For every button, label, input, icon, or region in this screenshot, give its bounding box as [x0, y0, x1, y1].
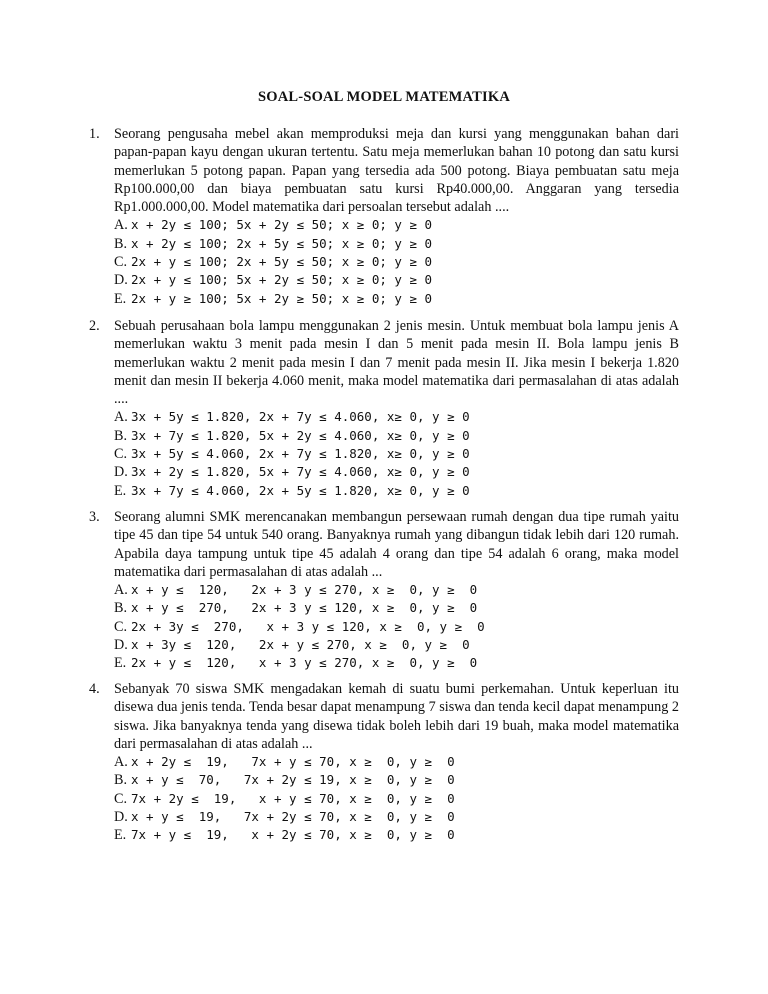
option-text: x + 3y ≤ 120, 2x + y ≤ 270, x ≥ 0, y ≥ 0 [131, 637, 470, 653]
option-letter: D. [114, 637, 128, 654]
question-number: 3. [89, 509, 100, 525]
option-letter: A. [114, 754, 128, 771]
option-text: x + 2y ≤ 100; 2x + 5y ≤ 50; x ≥ 0; y ≥ 0 [131, 235, 433, 251]
option-d [114, 636, 679, 654]
option-b [114, 771, 679, 789]
option-b [114, 235, 679, 253]
option-text: x + 2y ≤ 19, 7x + y ≤ 70, x ≥ 0, y ≥ 0 [131, 754, 455, 770]
option-text: 7x + 2y ≤ 19, x + y ≤ 70, x ≥ 0, y ≥ 0 [131, 790, 455, 806]
option-letter: B. [114, 772, 128, 789]
option-letter: D. [114, 809, 128, 826]
option-text: 2x + y ≤ 120, x + 3 y ≤ 270, x ≥ 0, y ≥ 0 [131, 655, 478, 671]
option-text: 3x + 7y ≤ 4.060, 2x + 5y ≤ 1.820, x≥ 0, y ≥ 0 [131, 482, 470, 498]
option-letter: E. [114, 482, 127, 499]
question-stem: Sebuah perusahaan bola lampu menggunakan 2 jenis mesin. Untuk membuat bola lampu jenis A memerlukan waktu 3 menit pada mesin I dan 5 menit pada mesin II. Bola lampu jenis B memerlukan waktu 2 menit pada mesin I dan 7 menit pada mesin II. Jika mesin I bekerja 1.820 menit dan mesin II bekerja 4.060 menit, maka model matematika dari permasalahan di atas adalah .... [114, 318, 679, 408]
option-e [114, 482, 679, 500]
option-d [114, 463, 679, 481]
question-3 [89, 508, 679, 673]
option-text: x + 2y ≤ 100; 5x + 2y ≤ 50; x ≥ 0; y ≥ 0 [131, 217, 433, 233]
option-letter: D. [114, 464, 128, 481]
question-stem: Sebanyak 70 siswa SMK mengadakan kemah di suatu bumi perkemahan. Untuk keperluan itu disewa dua jenis tenda. Tenda besar dapat menampung 7 siswa dan tenda kecil dapat menampung 2 siswa. Jika banyaknya tenda yang disewa tidak boleh lebih dari 19 buah, maka model matematika dari permasalahan di atas adalah ... [114, 681, 679, 752]
option-a [114, 753, 679, 771]
option-letter: B. [114, 600, 128, 617]
question-number: 1. [89, 126, 100, 142]
question-1 [89, 125, 679, 308]
option-letter: A. [114, 217, 128, 234]
option-letter: C. [114, 254, 128, 271]
option-text: 2x + y ≥ 100; 5x + 2y ≥ 50; x ≥ 0; y ≥ 0 [131, 290, 433, 306]
option-a [114, 216, 679, 234]
question-2 [89, 317, 679, 500]
option-d [114, 808, 679, 826]
option-b [114, 599, 679, 617]
option-a [114, 581, 679, 599]
option-text: 2x + y ≤ 100; 2x + 5y ≤ 50; x ≥ 0; y ≥ 0 [131, 254, 433, 270]
option-text: 2x + y ≤ 100; 5x + 2y ≤ 50; x ≥ 0; y ≥ 0 [131, 272, 433, 288]
question-number: 4. [89, 681, 100, 697]
option-letter: A. [114, 582, 128, 599]
question-number: 2. [89, 318, 100, 334]
option-letter: C. [114, 790, 128, 807]
option-text: 3x + 7y ≤ 1.820, 5x + 2y ≤ 4.060, x≥ 0, y ≥ 0 [131, 427, 470, 443]
option-text: 2x + 3y ≤ 270, x + 3 y ≤ 120, x ≥ 0, y ≥ 0 [131, 618, 485, 634]
option-e [114, 654, 679, 672]
option-text: x + y ≤ 270, 2x + 3 y ≤ 120, x ≥ 0, y ≥ 0 [131, 600, 478, 616]
option-letter: B. [114, 427, 128, 444]
option-a [114, 408, 679, 426]
option-letter: D. [114, 272, 128, 289]
option-c [114, 618, 679, 636]
option-text: x + y ≤ 19, 7x + 2y ≤ 70, x ≥ 0, y ≥ 0 [131, 809, 455, 825]
option-e [114, 290, 679, 308]
option-e [114, 826, 679, 844]
option-c [114, 253, 679, 271]
option-letter: A. [114, 409, 128, 426]
page-title: SOAL-SOAL MODEL MATEMATIKA [258, 89, 510, 105]
question-4 [89, 680, 679, 845]
option-letter: E. [114, 827, 127, 844]
option-text: 7x + y ≤ 19, x + 2y ≤ 70, x ≥ 0, y ≥ 0 [131, 827, 455, 843]
option-d [114, 271, 679, 289]
option-letter: B. [114, 235, 128, 252]
option-letter: C. [114, 618, 128, 635]
option-letter: E. [114, 655, 127, 672]
option-text: x + y ≤ 70, 7x + 2y ≤ 19, x ≥ 0, y ≥ 0 [131, 772, 455, 788]
question-stem: Seorang alumni SMK merencanakan membangun persewaan rumah dengan dua tipe rumah yaitu tipe 45 dan tipe 54 untuk 540 orang. Banyaknya rumah yang dibangun tidak lebih dari 120 rumah. Apabila daya tampung untuk tipe 45 adalah 4 orang dan tipe 54 adalah 6 orang, maka model matematika dari permasalahan di atas adalah ... [114, 509, 679, 580]
option-c [114, 790, 679, 808]
option-text: 3x + 5y ≤ 1.820, 2x + 7y ≤ 4.060, x≥ 0, y ≥ 0 [131, 409, 470, 425]
option-letter: E. [114, 290, 127, 307]
option-text: 3x + 2y ≤ 1.820, 5x + 7y ≤ 4.060, x≥ 0, y ≥ 0 [131, 464, 470, 480]
option-b [114, 427, 679, 445]
option-c [114, 445, 679, 463]
question-stem: Seorang pengusaha mebel akan memproduksi meja dan kursi yang menggunakan bahan dari papan-papan kayu dengan ukuran tertentu. Satu meja memerlukan bahan 10 potong dan satu kursi memerlukan 5 potong papan. Papan yang tersedia ada 500 potong. Biaya pembuatan satu meja Rp100.000,00 dan biaya pembuatan satu kursi Rp40.000,00. Anggaran yang tersedia Rp1.000.000,00. Model matematika dari persoalan tersebut adalah .... [114, 126, 679, 216]
option-text: 3x + 5y ≤ 4.060, 2x + 7y ≤ 1.820, x≥ 0, y ≥ 0 [131, 446, 470, 462]
option-text: x + y ≤ 120, 2x + 3 y ≤ 270, x ≥ 0, y ≥ 0 [131, 582, 478, 598]
option-letter: C. [114, 446, 128, 463]
